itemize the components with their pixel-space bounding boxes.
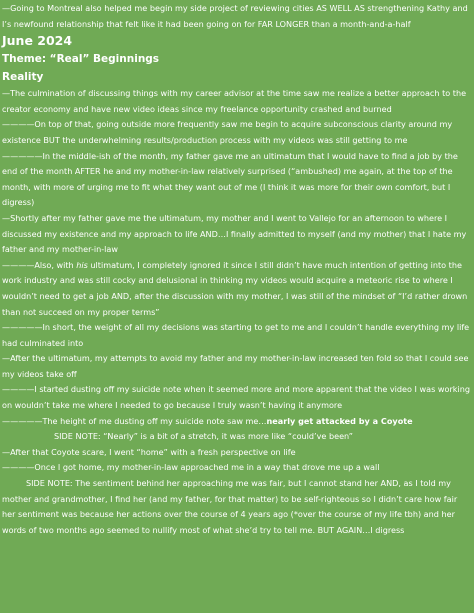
intro-paragraph: —Going to Montreal also helped me begin my side project of reviewing cities AS WELL AS strengthening Kathy and I’s newfound relationship that felt like it had been going on for FAR LONGER than a month-and-a-half [2,3,468,29]
paragraph-9-start: —————The height of me dusting off my suicide note saw me… [2,415,267,426]
paragraph-6: —————In short, the weight of all my decisions was starting to get to me and I couldn’t handle everything my life had culminated into [2,322,470,348]
paragraph-5-end: ultimatum, I completely ignored it since I still didn’t have much intention of getting into the work industry and was still cocky and delusional in thinking my videos would acquire a meteoric rise to where I wouldn’t need to get a job AND, after the discussion with my mother, I was still of the mindset of “I’d rather drown than not succeed on my proper terms” [2,259,468,317]
paragraph-3: —————In the middle-ish of the month, my father gave me an ultimatum that I would have to find a job by the end of the month AFTER he and my mother-in-law relatively surprised (“ambushed) me again, at the top of the month, with more of urging me to fit what they want out of me (I think it was more for their own comfort, but I digress) [2,150,458,208]
paragraph-11: ————Once I got home, my mother-in-law approached me in a way that drove me up a wall [2,462,380,473]
paragraph-5-italic: his [76,259,88,270]
side-note-2 [2,476,470,538]
paragraph-7: —After the ultimatum, my attempts to avoid my father and my mother-in-law increased ten fold so that I could see my videos take off [2,353,469,379]
paragraph-8: ————I started dusting off my suicide note when it seemed more and more apparent that the video I was working on wouldn’t take me where I needed to go because I truly wasn’t having it anymore [2,384,470,411]
paragraph-2: ————On top of that, going outside more frequently saw me begin to acquire subconscious clarity around my existence BUT the underwhelming results/production process with my videos was still getting to me [2,119,453,145]
paragraph-9-bold: nearly get attacked by a Coyote [266,415,413,426]
paragraph-9 [2,414,470,430]
theme-heading: Theme: “Real” Beginnings [2,53,160,66]
section-heading: Reality [2,71,44,84]
month-heading: June 2024 [2,33,73,49]
side-note-2-text: SIDE NOTE: The sentiment behind her approaching me was fair, but I cannot stand her AND, as I told my mother and grandmother, I find her (and my father, for that matter) to be self-righteous so I didn’t care how fair her sentiment was because her actions over the course of 4 years ago (*over the course of my life tbh) and her words of two months ago seemed to nullify most of what she’d try to tell me. BUT AGAIN…I digress [2,478,458,535]
paragraph-5-start: ————Also, with [2,259,77,270]
paragraph-4: —Shortly after my father gave me the ultimatum, my mother and I went to Vallejo for an afternoon to where I discussed my existence and my approach to life AND…I finally admitted to myself (and my mother) that I hate my father and my mother-in-law [2,212,467,255]
paragraph-1: —The culmination of discussing things with my career advisor at the time saw me realize a better approach to the creator economy and have new video ideas since my freelance opportunity crashed and burned [2,88,467,114]
side-note-1: SIDE NOTE: “Nearly” is a bit of a stretch, it was more like “could’ve been” [54,431,353,442]
paragraph-5 [2,258,470,320]
paragraph-10: —After that Coyote scare, I went “home” with a fresh perspective on life [2,446,296,457]
